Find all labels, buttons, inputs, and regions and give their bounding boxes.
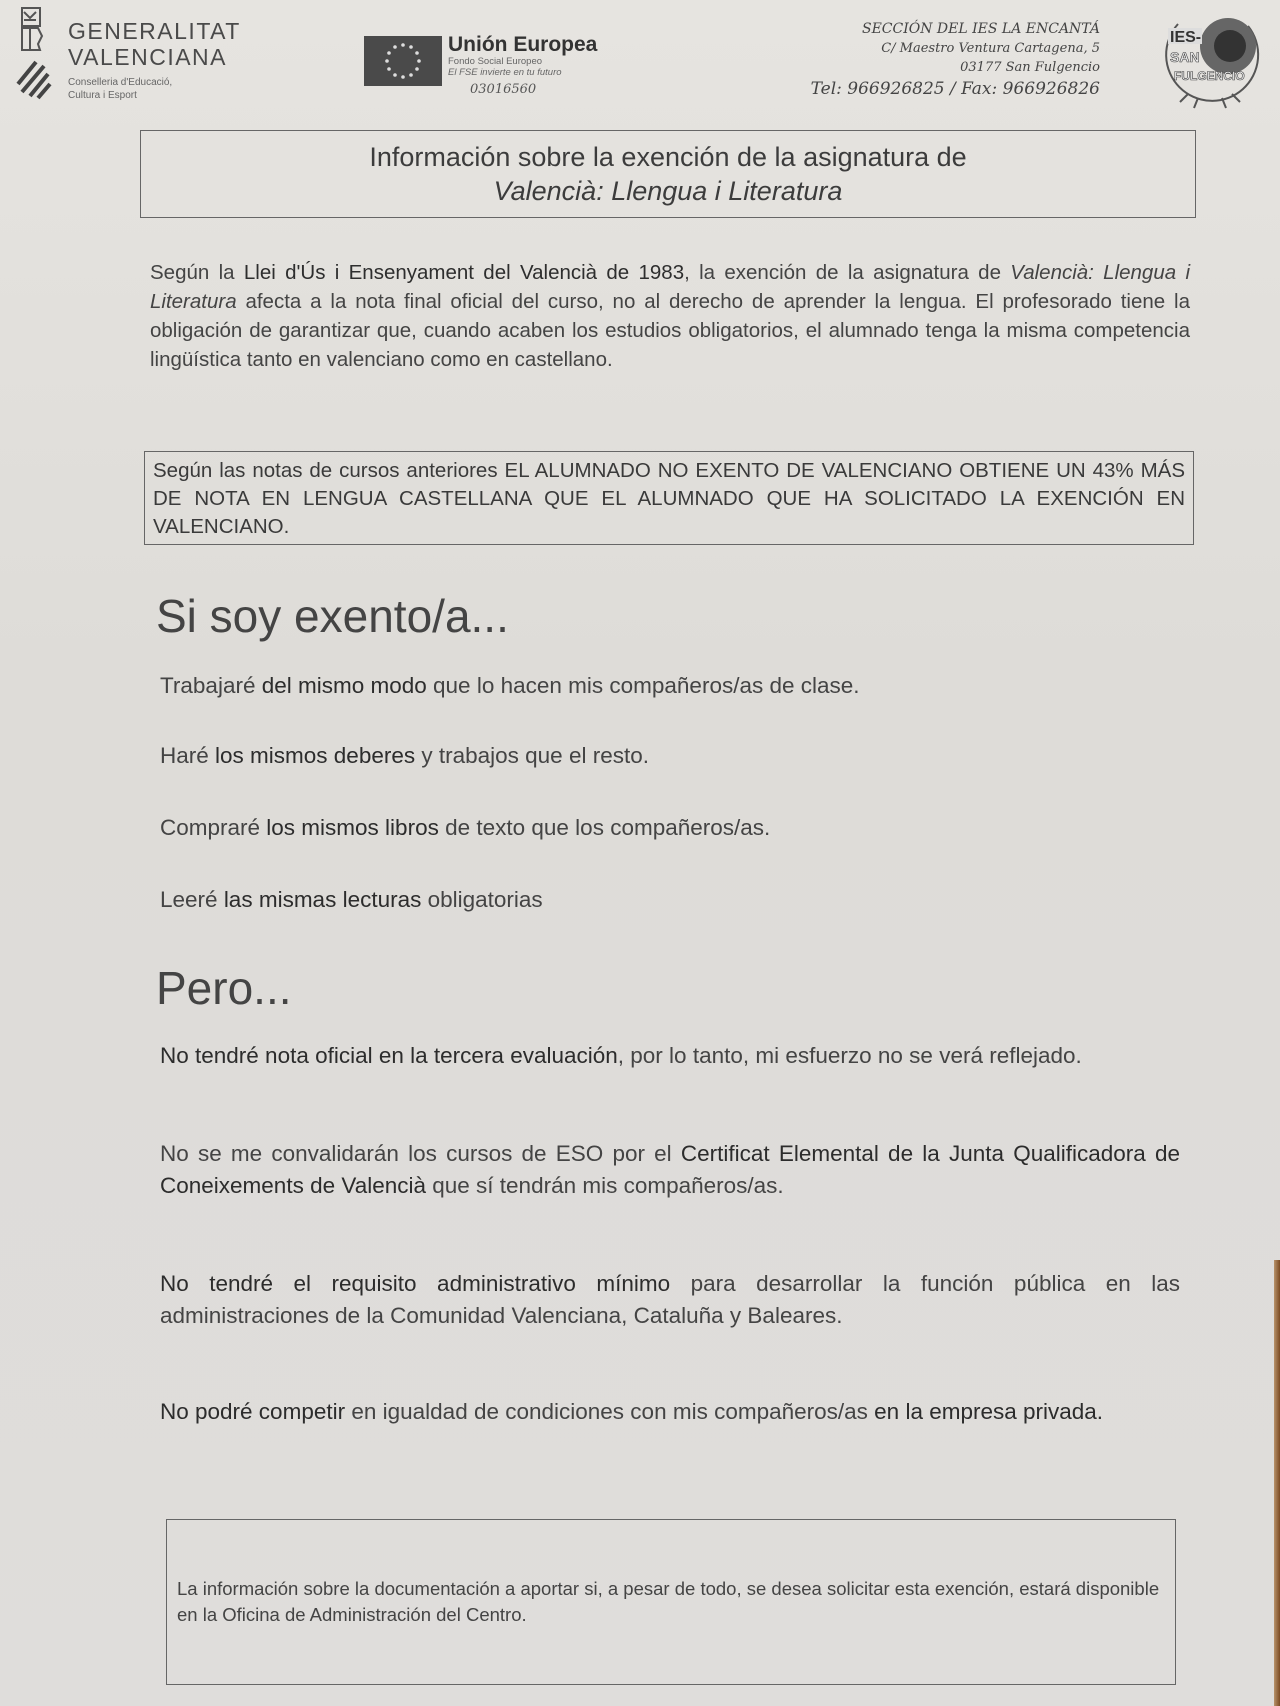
eu-code: 03016560 [470,82,537,97]
generalitat-line1: GENERALITAT [68,18,241,44]
intro-paragraph [150,258,1190,374]
conselleria-line2: Cultura i Esport [68,90,137,101]
item-text: Haré [160,743,216,768]
item-text: que lo hacen mis compañeros/as de clase. [426,673,860,698]
pero-item [160,1268,1180,1332]
heading-si-soy-exento: Si soy exento/a... [156,590,509,642]
item-emphasis: las mismas lecturas [223,887,422,912]
eu-title: Unión Europea [448,33,598,56]
heading-pero: Pero... [156,962,292,1014]
intro-text-1: Según la [150,261,244,284]
school-contact: Tel: 966926825 / Fax: 966926826 [810,79,1100,99]
intro-text-3: afecta a la nota final oficial del curso, no al derecho de aprender la lengua. El profesorado tiene la obligación de garantizar que, cuando acaben los estudios obligatorios, el alumnado tenga la misma competencia lingüística tanto en valenciano como en castellano. [150,290,1190,371]
eu-block [448,34,597,97]
stat-lead: Según las notas de cursos anteriores [153,459,505,482]
eu-slogan: El FSE invierte en tu futuro [448,67,562,78]
item-text: Compraré [160,815,267,840]
table-edge [1274,1260,1280,1706]
pero-item [160,1138,1180,1202]
exento-item [160,740,1180,772]
item-text: Trabajaré [160,673,262,698]
item-text: que sí tendrán mis compañeros/as. [426,1173,784,1198]
item-emphasis: No podré competir [160,1399,346,1424]
footer-info-box [166,1519,1176,1685]
item-emphasis: Certificat Elemental de la Junta Qualificadora de Coneixements de Valencià [160,1141,1180,1198]
item-text: en igualdad de condiciones con mis compañeros/as [345,1399,875,1424]
statistic-box [144,451,1194,545]
conselleria-line1: Conselleria d'Educació, [68,77,173,88]
stat-highlight: EL ALUMNADO NO EXENTO DE VALENCIANO OBTIENE UN 43% MÁS DE NOTA EN LENGUA CASTELLANA QUE EL ALUMNADO QUE HA SOLICITADO LA EXENCIÓN EN VALENCIANO. [153,459,1186,538]
school-name: SECCIÓN DEL IES LA ENCANTÁ [861,21,1100,37]
item-emphasis: los mismos libros [266,815,439,840]
pero-item [160,1396,1180,1428]
item-emphasis: No tendré nota oficial en la tercera evaluación [160,1043,618,1068]
exento-item [160,884,1180,916]
eu-flag-icon [364,36,442,86]
item-text: , por lo tanto, mi esfuerzo no se verá reflejado. [617,1043,1082,1068]
item-text: y trabajos que el resto. [415,743,649,768]
generalitat-block [68,18,241,102]
item-text: para desarrollar la función pública en las administraciones de la Comunidad Valenciana, Cataluña y Baleares. [160,1271,1180,1328]
item-text: Leeré [160,887,224,912]
document-title-box [140,130,1196,218]
item-text: de texto que los compañeros/as. [438,815,771,840]
intro-text-2: , la exención de la asignatura de [684,261,1011,284]
school-address-block [811,20,1100,101]
item-emphasis: No tendré el requisito administrativo mínimo [160,1271,671,1296]
item-emphasis: en la empresa privada. [874,1399,1104,1424]
eu-fund: Fondo Social Europeo [448,56,543,67]
svg-text:FULGENCIO: FULGENCIO [1174,69,1245,83]
document-title-line1: Información sobre la exención de la asignatura de [369,142,967,172]
generalitat-coat-of-arms-icon [12,4,52,100]
exento-item [160,670,1180,702]
school-address: C/ Maestro Ventura Cartagena, 5 [881,41,1100,56]
generalitat-line2: VALENCIANA [68,44,228,70]
intro-subject: Valencià: Llengua i Literatura [150,261,1191,313]
item-emphasis: del mismo modo [261,673,427,698]
svg-text:SAN: SAN [1170,49,1200,65]
document-title-line2: Valencià: Llengua i Literatura [493,176,843,206]
school-city: 03177 San Fulgencio [960,60,1100,75]
pero-item [160,1040,1180,1072]
ies-san-fulgencio-logo-icon [1158,4,1262,116]
intro-law-name: Llei d'Ús i Ensenyament del Valencià de 1983 [243,261,685,284]
item-text: No se me convalidarán los cursos de ESO por el [160,1141,681,1166]
item-text: obligatorias [421,887,543,912]
svg-text:IES-: IES- [1170,29,1202,46]
letterhead [0,0,1280,125]
exento-item [160,812,1180,844]
item-emphasis: los mismos deberes [215,743,416,768]
footer-text: La información sobre la documentación a aportar si, a pesar de todo, se desea solicitar esta exención, estará disponible en la Oficina de Administración del Centro. [177,1578,1160,1625]
